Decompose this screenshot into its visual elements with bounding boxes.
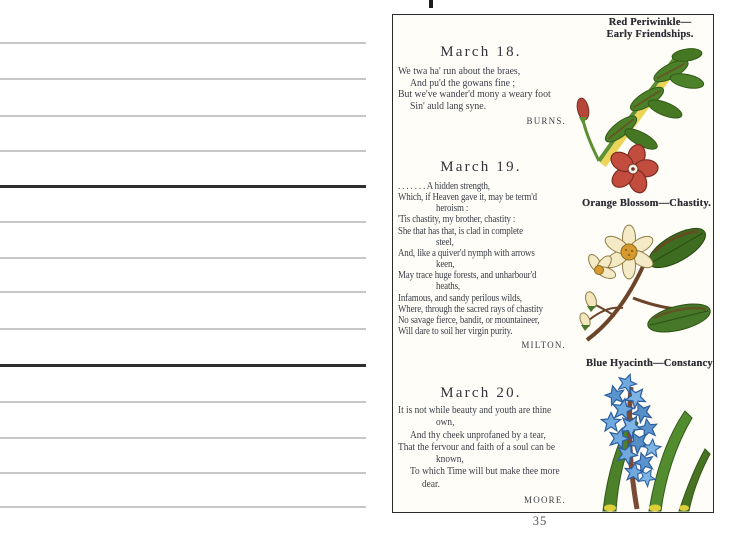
poem-attribution: BURNS. [526, 115, 566, 126]
ruled-line [0, 257, 366, 259]
ruled-line [0, 472, 366, 474]
poem-line: known, [436, 454, 464, 466]
poem-line: And pu'd the gowans fine ; [410, 77, 516, 89]
poem-line: own, [436, 417, 455, 429]
ruled-line [0, 328, 366, 330]
poem-line: To which Time will but make thee more [410, 466, 560, 478]
section-divider-line [0, 185, 366, 188]
flower-meaning-label-orange-blossom: Orange Blossom—Chastity. [582, 198, 712, 209]
ruled-line [0, 115, 366, 117]
section-divider-line [0, 364, 366, 367]
poem-attribution: MOORE. [524, 495, 566, 506]
flower-label-line: Early Friendships. [606, 28, 694, 40]
poem-line: That the fervour and faith of a soul can be [398, 441, 555, 453]
leaves [602, 47, 705, 153]
ruled-line [0, 42, 366, 44]
poem-line: steel, [436, 236, 454, 248]
red-periwinkle-illustration [559, 37, 711, 195]
ruled-line [0, 150, 366, 152]
ruled-line [0, 78, 366, 80]
poem-line: Will dare to soil her virgin purity. [398, 326, 513, 338]
poem-line: Which, if Heaven gave it, may be term'd [398, 192, 537, 204]
flower-label-line: Red Periwinkle— [608, 17, 692, 28]
poem-line: We twa ha' run about the braes, [398, 66, 521, 77]
blossoms [578, 225, 656, 331]
leaves [603, 411, 710, 512]
poem-line: And, like a quiver'd nymph with arrows [398, 247, 535, 259]
poem-line: Infamous, and sandy perilous wilds, [398, 292, 522, 304]
date-heading-march-20: March 20. [440, 385, 522, 401]
poem-line: keen, [436, 259, 455, 271]
ruled-line [0, 291, 366, 293]
buds [578, 290, 599, 331]
flower-bud [575, 97, 599, 161]
poem-march-18 [398, 66, 570, 128]
orange-blossom-illustration [571, 212, 717, 346]
ruled-line [0, 437, 366, 439]
leaves [643, 221, 713, 338]
page-number: 35 [532, 514, 548, 528]
poem-line: She that has that, is clad in complete [398, 225, 523, 237]
poem-line: dear. [422, 478, 440, 490]
poem-line: But we've wander'd mony a weary foot [398, 89, 551, 101]
date-heading-march-19: March 19. [440, 159, 522, 175]
poem-line: 'Tis chastity, my brother, chastity : [398, 214, 516, 226]
poem-march-20 [398, 405, 570, 506]
poem-line: And thy cheek unprofaned by a tear, [410, 429, 546, 441]
right-book-page [392, 14, 714, 513]
ruled-line [0, 401, 366, 403]
blue-hyacinth-illustration [581, 371, 711, 512]
poem-line: No savage fierce, bandit, or mountaineer, [398, 314, 540, 326]
poem-line: heaths, [436, 281, 461, 293]
poem-line: Where, through the sacred rays of chastity [398, 303, 543, 315]
poem-line: Sin' auld lang syne. [410, 101, 487, 113]
poem-line: . . . . . . . A hidden strength, [398, 181, 490, 192]
scan-artifact [429, 0, 433, 8]
ruled-line [0, 221, 366, 223]
poem-line: May trace huge forests, and unharbour'd [398, 270, 537, 282]
poem-attribution: MILTON. [521, 340, 566, 351]
date-heading-march-18: March 18. [440, 44, 522, 60]
ruled-line [0, 506, 366, 508]
flower-meaning-label-hyacinth: Blue Hyacinth—Constancy [586, 358, 713, 369]
poem-line: It is not while beauty and youth are thine [398, 405, 552, 416]
poem-line: heroism : [436, 203, 469, 215]
poem-march-19 [398, 181, 570, 351]
